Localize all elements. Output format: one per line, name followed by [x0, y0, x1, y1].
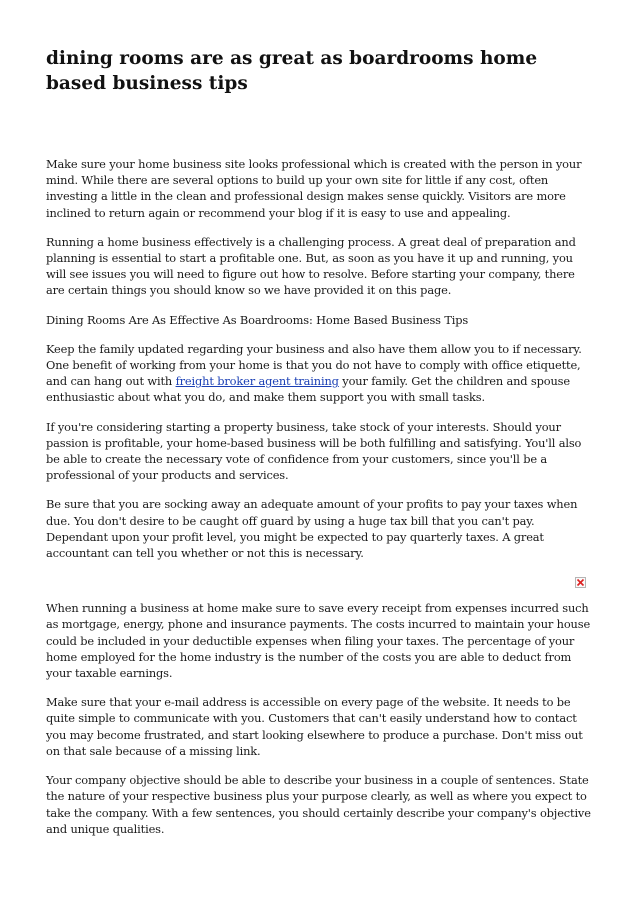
paragraph-1: Make sure your home business site looks professional which is created with the person in your mind. While there are several options to build up your own site for little if any cost, often investing a little in the clean and professional design makes sense quickly. Visitors are more inclined to return again or recommend your blog if it is easy to use and appealing.: [46, 157, 582, 220]
paragraph-9: Your company objective should be able to describe your business in a couple of sentences. State the nature of your respective business plus your purpose clearly, as well as where you expect to take the company. With a few sentences, you should certainly describe your company's objective and unique qualities.: [46, 773, 591, 836]
broken-image-icon: [575, 577, 586, 588]
image-placeholder-row: [46, 574, 596, 600]
page-title: dining rooms are as great as boardrooms home based business tips: [46, 48, 538, 94]
paragraph-6: Be sure that you are socking away an adequate amount of your profits to pay your taxes when due. You don't desire to be caught off guard by using a huge tax bill that you can't pay. Dependant upon your profit level, you might be expected to pay quarterly taxes. A great accountant can tell you whether or not this is necessary.: [46, 497, 578, 561]
freight-broker-link[interactable]: freight broker agent training: [175, 374, 339, 389]
document-page: [46, 46, 596, 850]
subheading: Dining Rooms Are As Effective As Boardrooms: Home Based Business Tips: [46, 312, 469, 327]
paragraph-4: [46, 341, 596, 406]
paragraph-5: If you're considering starting a property business, take stock of your interests. Should your passion is profitable, your home-based business will be both fulfilling and satisfying. You'll also be able to create the necessary vote of confidence from your customers, since you'll be a professional of your products and services.: [46, 419, 582, 483]
paragraph-4-text-end: your family. Get the children and spouse enthusiastic about what you do, and make them support you with small tasks.: [46, 374, 570, 405]
paragraph-4-text-start: Keep the family updated regarding your business and also have them allow you to if necessary. One benefit of working from your home is that you do not have to comply with office etiquette, and can hang out with: [46, 341, 582, 389]
paragraph-7: When running a business at home make sure to save every receipt from expenses incurred such as mortgage, energy, phone and insurance payments. The costs incurred to maintain your house could be included in your deductible expenses when filing your taxes. The percentage of your home employed for the home industry is the number of the costs you are able to deduct from your taxable earnings.: [46, 601, 591, 681]
paragraph-2: Running a home business effectively is a challenging process. A great deal of preparation and planning is essential to start a profitable one. But, as soon as you have it up and running, you will see issues you will need to figure out how to resolve. Before starting your company, there are certain things you should know so we have provided it on this page.: [46, 234, 576, 298]
document-body: [46, 156, 596, 837]
paragraph-8: Make sure that your e-mail address is accessible on every page of the website. It needs to be quite simple to communicate with you. Customers that can't easily understand how to contact you may become frustrated, and start looking elsewhere to produce a purchase. Don't miss out on that sale because of a missing link.: [46, 695, 583, 758]
